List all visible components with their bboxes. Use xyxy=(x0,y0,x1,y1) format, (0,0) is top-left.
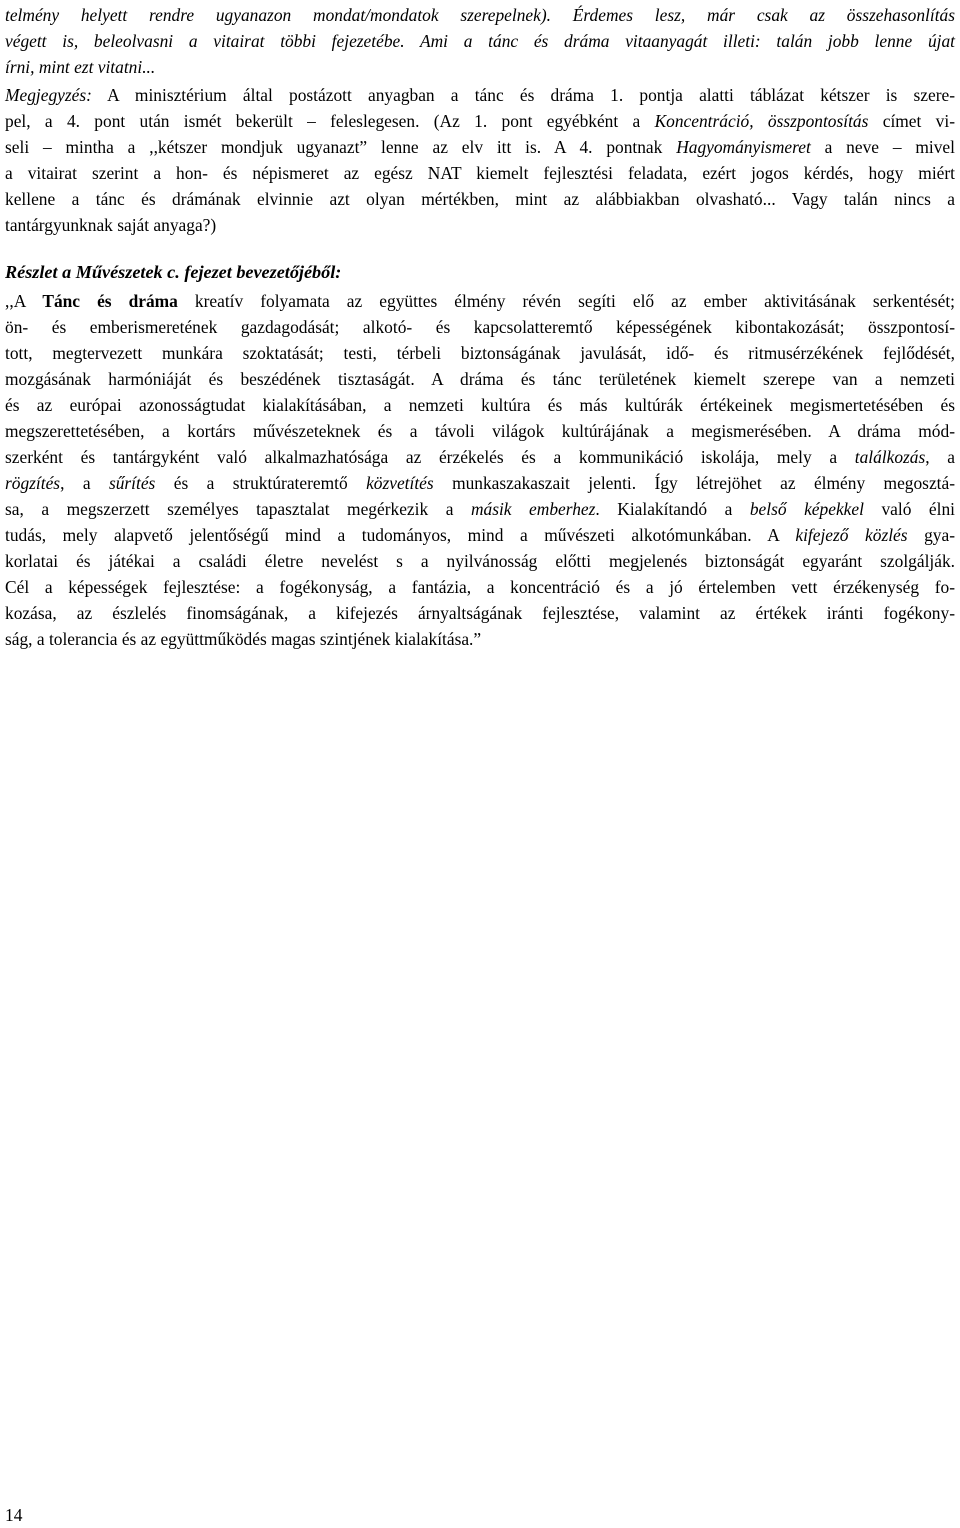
text-line xyxy=(5,134,955,160)
section-heading: Részlet a Művészetek c. fejezet bevezetőjéből: xyxy=(5,262,342,282)
italic-text: találkozás xyxy=(854,447,926,467)
text-segment: tantárgyunknak saját anyaga?) xyxy=(5,215,217,235)
text-line xyxy=(5,366,955,392)
text-line xyxy=(5,82,955,108)
text-line xyxy=(5,548,955,574)
text-segment: ság, a tolerancia és az együttműködés magas szintjének kialakítása.” xyxy=(5,629,482,649)
text-line xyxy=(5,54,955,80)
text-segment: a vitairat szerint a hon- és népismeret az egész NAT kiemelt fejlesztési feladata, ezért jogos kérdés, hogy miért xyxy=(5,163,955,183)
text-segment: való élni xyxy=(863,499,956,519)
text-segment: ön- és emberismeretének gazdagodását; alkotó- és kapcsolatteremtő képességének kibontakozását; összpontosí- xyxy=(5,317,955,337)
italic-text: telmény helyett rendre ugyanazon mondat/mondatok szerepelnek). Érdemes lesz, már csak az összehasonlítás xyxy=(5,5,955,25)
text-segment: munkaszakaszait jelenti. Így létrejöhet az élmény megosztá- xyxy=(433,473,956,493)
italic-text: rögzítés xyxy=(5,473,61,493)
text-line xyxy=(5,418,955,444)
text-segment: kozása, az észlelés finomságának, a kifejezés árnyaltságának fejlesztése, valamint az értékek iránti fogékony- xyxy=(5,603,955,623)
text-segment: korlatai és játékai a családi életre nevelést s a nyilvánosság előtti megjelenés biztonságát egyaránt szolgálják. xyxy=(5,551,955,571)
text-segment: tott, megtervezett munkára szoktatását; testi, térbeli biztonságának javulását, idő- és ritmusérzékének fejlődését, xyxy=(5,343,955,363)
italic-text: kifejező közlés xyxy=(795,525,908,545)
italic-text: Hagyományismeret xyxy=(676,137,811,157)
text-segment: megszerettetésében, a kortárs művészeteknek és a távoli világok kultúrájának a megismerésében. A dráma mód- xyxy=(5,421,955,441)
text-line xyxy=(5,444,955,470)
text-line xyxy=(5,574,955,600)
text-segment: . Kialakítandó a xyxy=(595,499,750,519)
text-segment: mozgásának harmóniáját és beszédének tisztaságát. A dráma és tánc területének kiemelt szerepe van a nemzeti xyxy=(5,369,955,389)
page-number: 14 xyxy=(5,1505,23,1525)
text-segment: tudás, mely alapvető jelentőségű mind a tudományos, mind a művészeti alkotómunkában. A xyxy=(5,525,796,545)
text-segment: gya- xyxy=(907,525,956,545)
text-line xyxy=(5,496,955,522)
italic-text: Megjegyzés: xyxy=(5,85,92,105)
text-segment: ,,A xyxy=(5,291,43,311)
text-segment: , a xyxy=(60,473,109,493)
text-line xyxy=(5,2,955,28)
text-line xyxy=(5,186,955,212)
text-segment: és az európai azonosságtudat kialakításában, a nemzeti kultúra és más kultúrák értékeinek megismertetésében és xyxy=(5,395,955,415)
text-line xyxy=(5,470,955,496)
italic-text: közvetítés xyxy=(366,473,434,493)
text-line xyxy=(5,340,955,366)
text-line xyxy=(5,160,955,186)
text-line xyxy=(5,108,955,134)
text-line xyxy=(5,28,955,54)
text-segment: kreatív folyamata az együttes élmény révén segíti elő az ember aktivitásának serkentését; xyxy=(177,291,955,311)
text-segment: sa, a megszerzett személyes tapasztalat megérkezik a xyxy=(5,499,471,519)
italic-text: írni, mint ezt vitatni... xyxy=(5,57,156,77)
text-segment: és a struktúrateremtő xyxy=(155,473,367,493)
text-line xyxy=(5,212,955,238)
text-segment: kellene a tánc és drámának elvinnie azt olyan mértékben, mint az alábbiakban olvasható... Vagy talán nincs a xyxy=(5,189,955,209)
text-segment: a neve – mivel xyxy=(810,137,955,157)
text-segment: , a xyxy=(925,447,955,467)
italic-text: Koncentráció, összpontosítás xyxy=(654,111,869,131)
text-line xyxy=(5,314,955,340)
text-segment: címet vi- xyxy=(868,111,955,131)
text-line xyxy=(5,522,955,548)
italic-text: belső képekkel xyxy=(749,499,864,519)
italic-text: végett is, beleolvasni a vitairat többi fejezetébe. Ami a tánc és dráma vitaanyagát illeti: talán jobb lenne újat xyxy=(5,31,955,51)
text-segment: A minisztérium által postázott anyagban a tánc és dráma 1. pontja alatti táblázat kétszer is szere- xyxy=(91,85,955,105)
text-line xyxy=(5,288,955,314)
text-segment: Cél a képességek fejlesztése: a fogékonyság, a fantázia, a koncentráció és a jó értelemben vett érzékenység fo- xyxy=(5,577,955,597)
text-segment: seli – mintha a ,,kétszer mondjuk ugyanazt” lenne az elv itt is. A 4. pontnak xyxy=(5,137,677,157)
italic-text: sűrítés xyxy=(108,473,156,493)
text-line xyxy=(5,626,955,652)
bold-text: Tánc és dráma xyxy=(42,291,178,311)
text-segment: pel, a 4. pont után ismét bekerült – feleslegesen. (Az 1. pont egyébként a xyxy=(5,111,655,131)
text-line xyxy=(5,600,955,626)
text-line xyxy=(5,392,955,418)
italic-text: másik emberhez xyxy=(470,499,596,519)
text-segment: szerként és tantárgyként való alkalmazhatósága az érzékelés és a kommunikáció iskolája, mely a xyxy=(5,447,855,467)
